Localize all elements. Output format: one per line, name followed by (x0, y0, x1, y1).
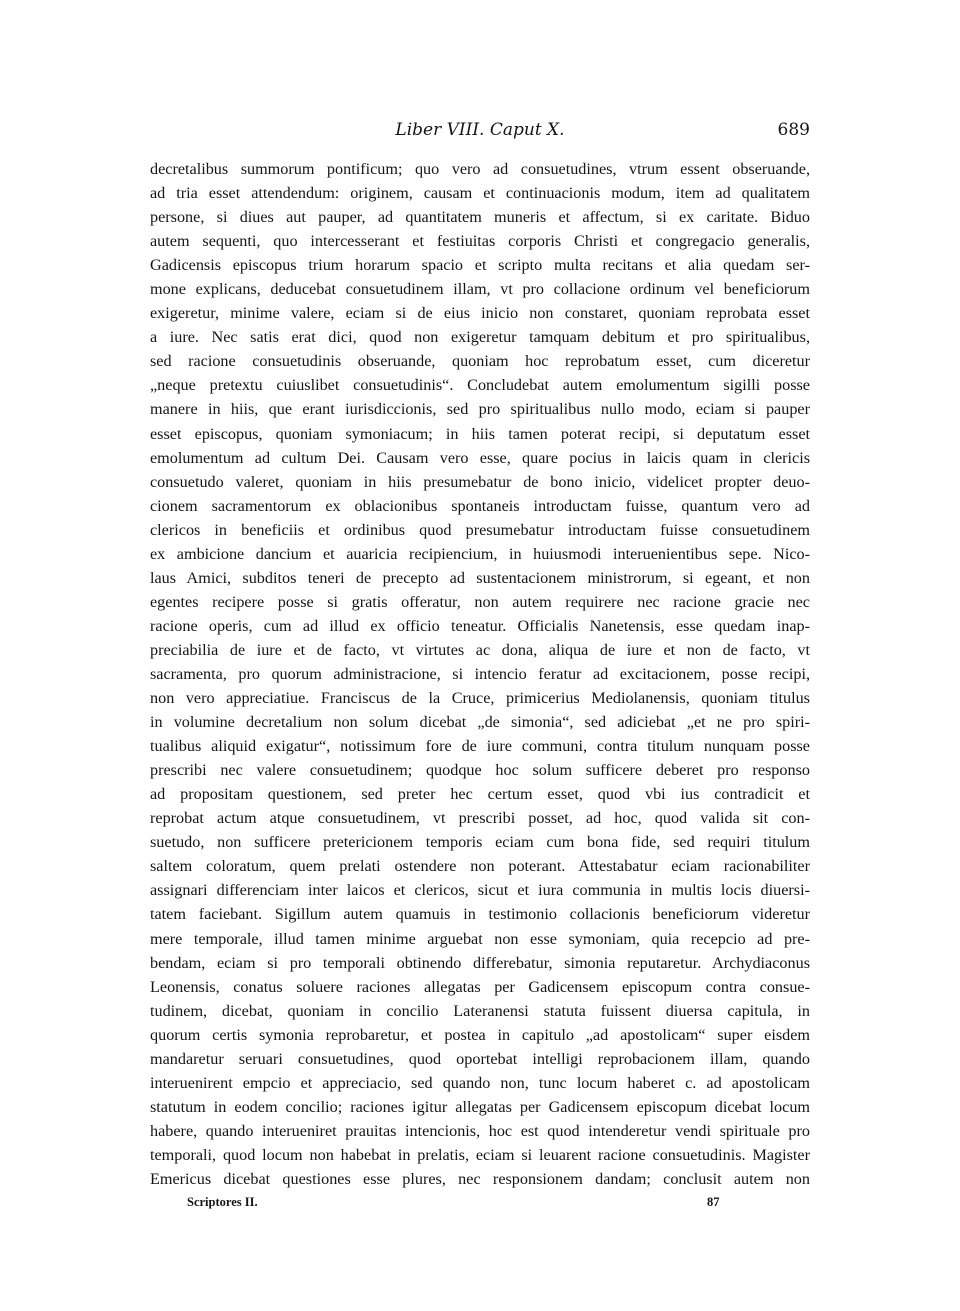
text-line: consuetudo valeret, quoniam in hiis presumebatur de bono inicio, videlicet propter deuo- (150, 472, 810, 491)
text-line: manere in hiis, que erant iurisdiccionis, sed pro spiritualibus nullo modo, eciam si pauper (150, 400, 810, 419)
text-line: reprobat actum atque consuetudinem, vt prescribi posset, ad hoc, quod valida sit con- (150, 809, 810, 828)
text-line: emolumentum ad cultum Dei. Causam vero esse, quare pocius in laicis quam in clericis (150, 448, 810, 467)
text-line: in volumine decretalium non solum dicebat „de simonia“, sed adiciebat „et ne pro spiri- (150, 713, 810, 732)
text-line: preciabilia de iure et de facto, vt virtutes ac dona, aliqua de iure et non de facto, vt (150, 640, 810, 659)
text-line: sed racione consuetudinis obseruande, quoniam hoc reprobatum esset, cum diceretur (150, 352, 810, 371)
running-head (150, 118, 810, 148)
text-line: assignari differenciam inter laicos et clericos, sicut et iura communia in multis locis diuersi- (150, 881, 810, 900)
text-line: mere temporale, illud tamen minime arguebat non esse symoniam, quia recepcio ad pre- (150, 929, 810, 948)
text-line: tudinem, dicebat, quoniam in concilio Lateranensi statuta fuissent diuersa capitula, in (150, 1001, 810, 1020)
text-line: egentes recipere posse si gratis offeratur, non autem requirere nec racione gracie nec (150, 592, 810, 611)
body-text (150, 157, 810, 1191)
footer-sheet-number: 87 (707, 1195, 720, 1209)
footer-signature: Scriptores II. (187, 1195, 258, 1209)
text-line: statutum in eodem concilio; raciones igitur allegatas per Gadicensem episcopum dicebat locum (150, 1097, 810, 1116)
text-line: racione operis, cum ad illud ex officio teneatur. Officialis Nanetensis, esse quedam inap- (150, 616, 810, 635)
text-line: autem sequenti, quo intercesserant et festiuitas corporis Christi et congregacio generalis, (150, 232, 810, 251)
text-line: laus Amici, subditos teneri de precepto ad sustentacionem ministrorum, si egeant, et non (150, 568, 810, 587)
text-line: mone explicans, deducebat consuetudinem illam, vt pro collacione ordinum vel beneficiorum (150, 280, 810, 299)
text-line: sacramenta, pro quorum administracione, si intencio feratur ad excitacionem, posse recipi, (150, 664, 810, 683)
text-line: interuenirent empcio et appreciacio, sed quando non, tunc locum haberet c. ad apostolicam (150, 1073, 810, 1092)
text-line: persone, si diues aut pauper, ad quantitatem muneris et affectum, si ex caritate. Biduo (150, 208, 810, 227)
text-line: habere, quando interueniret prauitas intencionis, hoc est quod intenderetur vendi spirituale pro (150, 1121, 810, 1140)
text-line: clericos in beneficiis et ordinibus quod presumebatur introductam fuisse consuetudinem (150, 520, 810, 539)
text-line: Leonensis, conatus soluere raciones allegatas per Gadicensem episcopum contra consue- (150, 977, 810, 996)
text-line: prescribi nec valere consuetudinem; quodque hoc solum sufficere deberet pro responso (150, 761, 810, 780)
page-number: 689 (777, 120, 810, 140)
text-line: tatem faciebant. Sigillum autem quamuis in testimonio collacionis beneficiorum videretur (150, 905, 810, 924)
text-line: a iure. Nec satis erat dici, quod non exigeretur tamquam debitum et pro spiritualibus, (150, 328, 810, 347)
text-line: „neque pretextu cuiuslibet consuetudinis“. Concludebat autem emolumentum sigilli posse (150, 376, 810, 395)
text-line: esset episcopus, quoniam symoniacum; in hiis tamen poterat recipi, si deputatum esset (150, 424, 810, 443)
text-line: decretalibus summorum pontificum; quo vero ad consuetudines, vtrum essent obseruande, (150, 160, 810, 178)
text-line: quorum certis symonia reprobaretur, et postea in capitulo „ad apostolicam“ super eisdem (150, 1025, 810, 1044)
running-title: Liber VIII. Caput X. (395, 120, 565, 140)
text-line: non vero appreciatiue. Franciscus de la Cruce, primicerius Mediolanensis, quoniam titulus (150, 689, 810, 708)
text-line: exigeretur, minime valere, eciam si de eius inicio non constaret, quoniam reprobata esset (150, 304, 810, 323)
text-line: temporali, quod locum non habebat in prelatis, eciam si leuarent racione consuetudinis. Magister (150, 1145, 810, 1164)
text-line: bendam, eciam si pro temporali obtinendo differebatur, simonia reputaretur. Archydiaconus (150, 953, 810, 972)
text-line: ex ambicione dancium et auaricia recipiencium, in huiusmodi interuenientibus sepe. Nico- (150, 544, 810, 563)
text-line: Gadicensis episcopus trium horarum spacio et scripto multa recitans et alia quedam ser- (150, 256, 810, 275)
text-line: ad propositam questionem, sed preter hec certum esset, quod vbi ius contradicit et (150, 785, 810, 804)
text-line: tualibus aliquid exigatur“, notissimum fore de iure communi, contra titulum nunquam posse (150, 737, 810, 756)
page-footer (187, 1195, 747, 1215)
text-line: saltem coloratum, quem prelati ostendere non poterant. Attestabatur eciam racionabiliter (150, 857, 810, 876)
text-line: ad tria esset attendendum: originem, causam et continuacionis modum, item ad qualitatem (150, 184, 810, 203)
text-line: Emericus dicebat questiones esse plures, nec responsionem dandam; conclusit autem non (150, 1169, 810, 1188)
text-line: cionem sacramentorum ex oblacionibus spontaneis introductam fuisse, quantum vero ad (150, 496, 810, 515)
text-line: suetudo, non sufficere pretericionem temporis eciam cum bona fide, sed requiri titulum (150, 833, 810, 852)
text-line: mandaretur seruari consuetudines, quod oportebat intelligi reprobacionem illam, quando (150, 1049, 810, 1068)
